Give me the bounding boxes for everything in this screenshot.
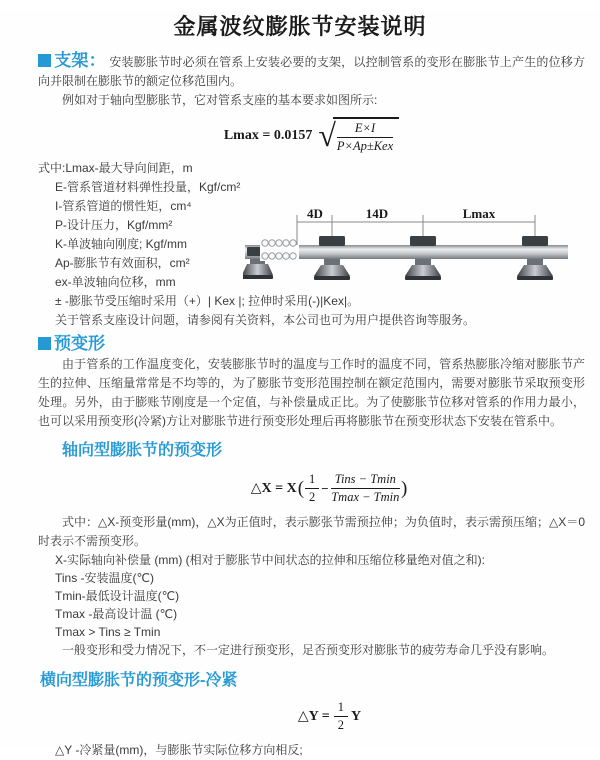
support-intro-text: 安装膨胀节时必须在管系上安装必要的支架，以控制管系的变形在膨胀节上产生的位移方向并限制在膨胀节的额定位移范围内。	[38, 55, 585, 88]
axial-definition-lines	[38, 551, 585, 641]
half-denominator: 2	[337, 718, 344, 732]
formula1-radicand	[333, 117, 399, 154]
definition-line: I-管系管道的惯性矩，cm⁴	[55, 199, 192, 213]
lateral-coldtight-formula	[56, 700, 600, 733]
dim-label-14d: 14D	[365, 206, 389, 221]
temperature-fraction	[331, 472, 400, 505]
formula1-fraction	[337, 121, 393, 154]
formula1-denominator: P×Ap±Kex	[336, 139, 394, 153]
formula3-rhs: Y	[350, 708, 362, 724]
one-half-fraction	[334, 700, 348, 733]
lateral-subheading: 横向型膨胀节的预变形-冷紧	[40, 672, 238, 689]
pipe-support-diagram	[243, 202, 590, 302]
predeform-heading-wrap	[38, 334, 105, 353]
dim-label-lmax: Lmax	[462, 206, 496, 221]
definition-line: E-管系管道材料弹性投量，Kgf/cm²	[55, 180, 241, 194]
definition-line: ex-单波轴向位移，mm	[55, 275, 176, 289]
defs-label-line: 式中:Lmax-最大导向间距，m	[38, 161, 193, 175]
page-title: 金属波纹膨胀节安装说明	[173, 14, 427, 39]
bellows-icon	[260, 240, 299, 261]
dim-label-4d: 4D	[307, 206, 323, 221]
radical-sign: √	[318, 116, 336, 153]
axial-note-line: 一般变形和受力情况下，不一定进行预变形，足否预变形对膨胀节的疲劳寿命几乎没有影响。	[62, 643, 555, 657]
support-heading-label: 支架：	[54, 51, 106, 70]
support-section-heading	[38, 51, 106, 70]
left-paren: (	[297, 477, 305, 499]
support-example-line: 例如对于轴向型膨胀节，它对管系支座的基本要求如图所示:	[62, 93, 378, 107]
right-paren: )	[400, 477, 408, 499]
formula1-lhs: Lmax = 0.0157	[223, 127, 313, 143]
guide-spacing-formula	[38, 117, 585, 154]
definition-line: K-单波轴向刚度; Kgf/mm	[55, 237, 188, 251]
minus-operator: −	[321, 480, 329, 496]
definition-line: P-设计压力，Kgf/mm²	[55, 218, 173, 232]
formula2-lhs: △X = X	[250, 481, 297, 496]
one-half-fraction	[305, 472, 319, 505]
axial-predeform-formula	[56, 472, 600, 505]
axial-subheading: 轴向型膨胀节的预变形	[62, 442, 223, 459]
axial-line: Tmax -最高设计温 (℃)	[55, 607, 178, 621]
blue-square-icon	[38, 337, 51, 350]
sign-convention-note: ± -膨胀节受压缩时采用（+）| Kex |; 拉伸时采用(-)|Kex|。	[55, 294, 360, 308]
predeform-paragraph: 由于管系的工作温度变化，安装膨胀节时的温度与工作时的温度不同，管系热膨胀冷缩对膨胀节产生的拉伸、压缩量常常是不均等的，为了膨胀节变形范围控制在额定范围内，需要对膨胀节采取预变形处理。另外，由于膨账节刚度是一个定值，与补偿量成正比。为了使膨胀节位移对管系的作用力最小，也可以采用预变形(冷紧)方让对膨胀节进行预变形处理后再将膨胀节在预变形状态下安装在管系中。	[38, 357, 585, 428]
definition-line: Ap-膨胀节有效面积，cm²	[55, 256, 190, 270]
document-page	[0, 10, 600, 757]
formula3-lhs: △Y =	[297, 709, 330, 724]
temp-numerator: Tins − Tmin	[331, 472, 400, 489]
axial-line: Tmin-最低设计温度(℃)	[55, 589, 180, 603]
blue-square-icon	[38, 54, 51, 67]
half-denominator: 2	[309, 490, 316, 504]
axial-line: X-实际轴向补偿量 (mm) (相对于膨胀节中间状态的拉伸和压缩位移量绝对值之和):	[55, 553, 485, 567]
predeform-heading-label: 预变形	[54, 334, 105, 353]
axial-line: Tmax > Tins ≥ Tmin	[55, 625, 161, 639]
half-numerator: 1	[305, 472, 319, 489]
axial-line: Tins -安装温度(℃)	[55, 571, 155, 585]
temp-denominator: Tmax − Tmin	[331, 490, 400, 504]
half-numerator: 1	[334, 700, 348, 717]
lateral-note-line: △Y -冷紧量(mm)，与膨胀节实际位移方向相反;	[55, 743, 303, 757]
predeform-section-heading	[38, 334, 585, 355]
consult-note: 关于管系支座设计问题，请参阅有关资料，本公司也可为用户提供咨询等服务。	[55, 313, 476, 327]
axial-explanation: 式中：△X-预变形量(mm)，△X为正值时，表示膨张节需预拉伸；为负值时，表示需预压缩；△X＝0时表示不需预变形。	[38, 515, 585, 548]
support-intro-paragraph	[38, 51, 585, 91]
formula1-numerator: E×I	[337, 121, 393, 138]
